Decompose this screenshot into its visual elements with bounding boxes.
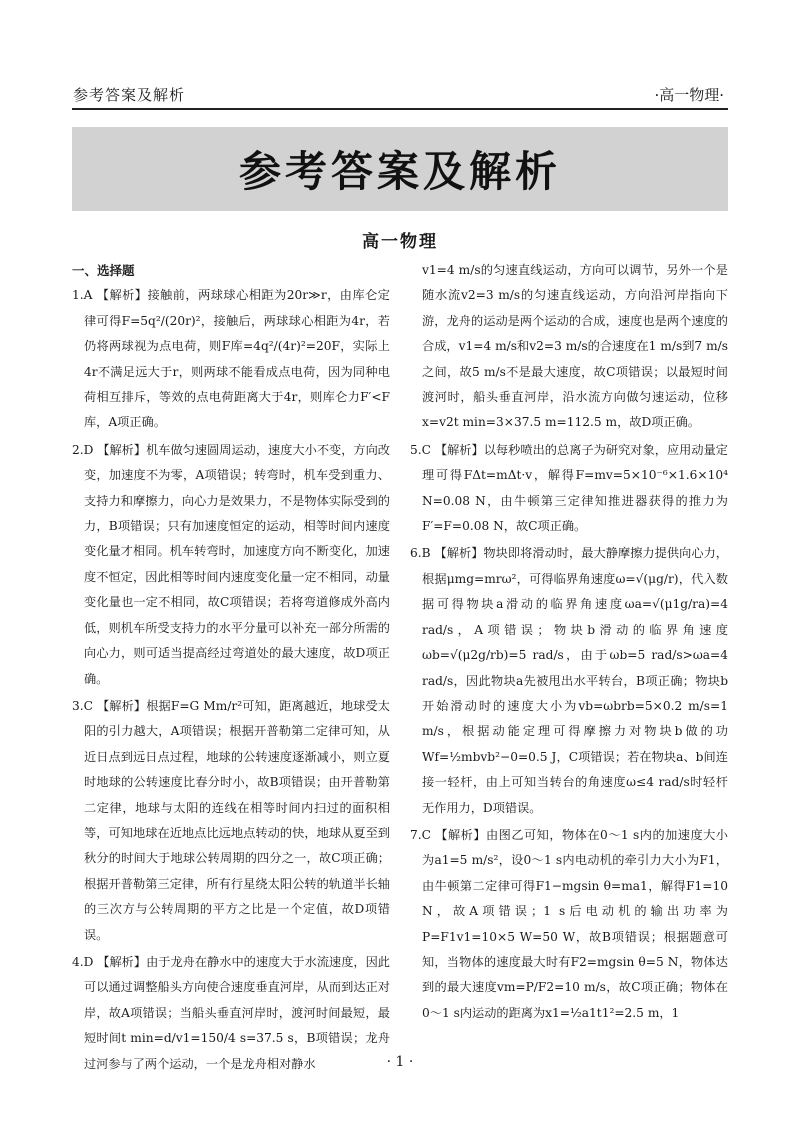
section-title: 一、选择题 (72, 263, 135, 278)
answer-item-3: 3.C 【解析】根据F=G Mm/r²可知，距离越近，地球受太阳的引力越大，A项错误；根据开普勒第二定律可知，从近日点到远日点过程，地球的公转速度逐渐减小，则立夏时地球的公转速度比春分时小，故B项错误；由开普勒第二定律，地球与太阳的连线在相等时间内扫过的面积相等，可知地球在近地点比远地点转动的快，地球从夏至到秋分的时间大于地球公转周期的四分之一，故C项正确；根据开普勒第三定律，所有行星绕太阳公转的轨道半长轴的三次方与公转周期的平方之比是一个定值，故D项错误。 (72, 698, 390, 942)
header-divider (72, 108, 728, 110)
left-column (72, 258, 390, 1071)
banner-title: 参考答案及解析 (238, 147, 561, 196)
answer-item-6: 6.B 【解析】物块即将滑动时，最大静摩擦力提供向心力，根据μmg=mrω²，可得临界角速度ω=√(μg/r)，代入数据可得物块a滑动的临界角速度ωa=√(μ1g/ra)=4 rad/s，A项错误；物块b滑动的临界角速度ωb=√(μ2g/rb)=5 rad/s，由于ωb=5 rad/s>ωa=4 rad/s，因此物块a先被甩出水平转台，B项正确；物块b开始滑动时的速度大小为vb=ωbrb=5×0.2 m/s=1 m/s，根据动能定理可得摩擦力对物块b做的功Wf=½mbvb²−0=0.5 J，C项错误；若在物块a、b间连接一轻杆，由上可知当转台的角速度ω≤4 rad/s时轻杆无作用力，D项错误。 (410, 546, 728, 815)
answer-item-1: 1.A 【解析】接触前，两球球心相距为20r≫r，由库仑定律可得F=5q²/(20r)²，接触后，两球球心相距为4r，若仍将两球视为点电荷，则F库=4q²/(4r)²=20F，实际上4r不满足远大于r，则两球不能看成点电荷，因为同种电荷相互排斥，等效的点电荷距离大于4r，则库仑力F′<F库，A项正确。 (72, 288, 390, 430)
title-banner (72, 127, 728, 211)
page-number: · 1 · (386, 1054, 414, 1070)
answer-item-4-continued: v1=4 m/s的匀速直线运动，方向可以调节，另外一个是随水流v2=3 m/s的匀速直线运动，方向沿河岸指向下游，龙舟的运动是两个运动的合成，速度也是两个速度的合成，v1=4 m/s和v2=3 m/s的合速度在1 m/s到7 m/s之间，故5 m/s不是最大速度，故C项错误；以最短时间渡河时，船头垂直河岸，沿水流方向做匀速运动，位移x=v2t min=3×37.5 m=112.5 m，故D项正确。 (422, 263, 728, 430)
subject-subtitle: 高一物理 (362, 232, 438, 252)
answer-item-4: 4.D 【解析】由于龙舟在静水中的速度大于水流速度，因此可以通过调整船头方向使合速度垂直河岸，从而到达正对岸，故A项错误；当船头垂直河岸时，渡河时间最短，最短时间t min=d/v1=150/4 s=37.5 s，B项错误；龙舟过河参与了两个运动，一个是龙舟相对静水 (72, 954, 390, 1071)
answer-item-7: 7.C 【解析】由图乙可知，物体在0～1 s内的加速度大小为a1=5 m/s²，设0～1 s内电动机的牵引力大小为F1，由牛顿第二定律可得F1−mgsin θ=ma1，解得F1=10 N，故A项错误；1 s后电动机的输出功率为P=F1v1=10×5 W=50 W，故B项错误；根据题意可知，当物体的速度最大时有F2=mgsin θ=5 N，物体达到的最大速度vm=P/F2=10 m/s，故C项正确；物体在0～1 s内运动的距离为x1=½a1t1²=2.5 m，1 (410, 827, 728, 1020)
header-left-title: 参考答案及解析 (73, 86, 186, 104)
right-column (410, 258, 728, 1046)
answer-item-5: 5.C 【解析】以每秒喷出的总离子为研究对象，应用动量定理可得FΔt=mΔt·v，解得F=mv=5×10⁻⁶×1.6×10⁴ N=0.08 N，由牛顿第三定律知推进器获得的推力为F′=F=0.08 N，故C项正确。 (410, 442, 728, 534)
answer-item-2: 2.D 【解析】机车做匀速圆周运动，速度大小不变，方向改变，加速度不为零，A项错误；转弯时，机车受到重力、支持力和摩擦力，向心力是效果力，不是物体实际受到的力，B项错误；只有加速度恒定的运动，相等时间内速度变化量才相同。机车转弯时，加速度方向不断变化，加速度不恒定，因此相等时间内速度变化量一定不相同，动量变化量也一定不相同，故C项错误；若将弯道修成外高内低，则机车所受支持力的水平分量可以补充一部分所需的向心力，则可适当提高经过弯道处的最大速度，故D项正确。 (72, 442, 390, 686)
header-right-subject: ·高一物理· (654, 86, 724, 104)
